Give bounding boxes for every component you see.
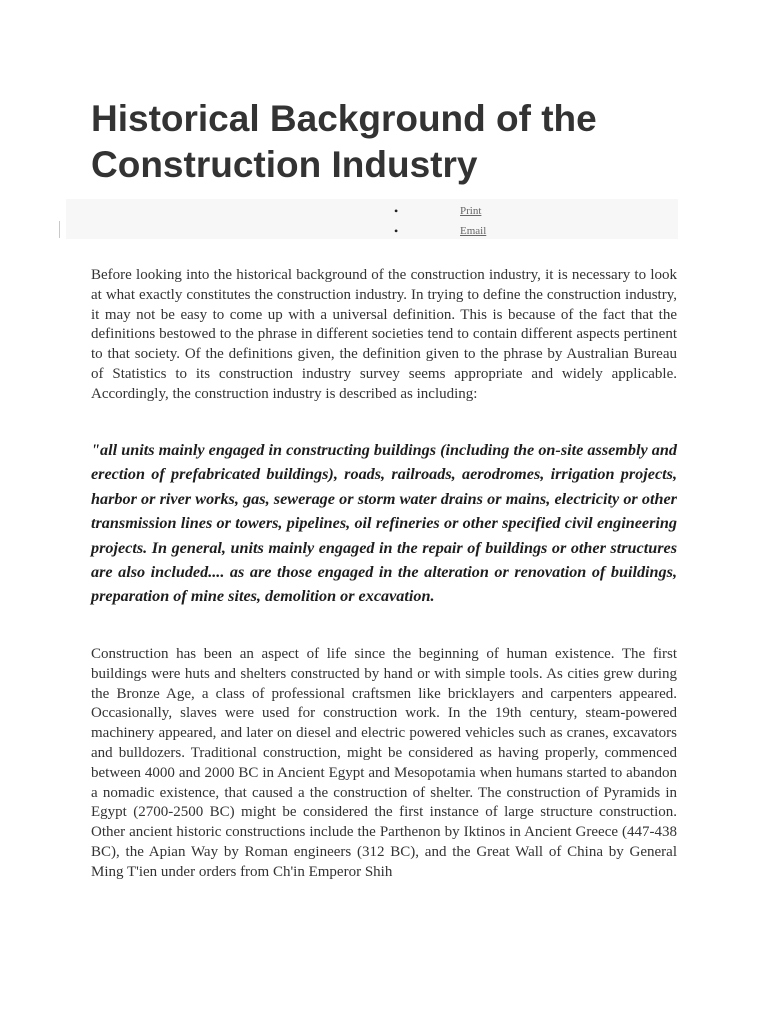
history-paragraph: Construction has been an aspect of life since the beginning of human existence. The first buildings were huts and shelters constructed by hand or with simple tools. As cities grew during the Bronze Age, a class of professional craftsmen like bricklayers and carpenters appeared. Occasionally, slaves were used for construction work. In the 19th century, steam-powered machinery appeared, and later on diesel and electric powered vehicles such as cranes, excavators and bulldozers. Traditional construction, might be considered as having properly, commenced between 4000 and 2000 BC in Ancient Egypt and Mesopotamia when humans started to abandon a nomadic existence, that caused a the construction of shelter. The construction of Pyramids in Egypt (2700-2500 BC) might be considered the first instance of large structure construction. Other ancient historic constructions include the Parthenon by Iktinos in Ancient Greece (447-438 BC), the Apian Way by Roman engineers (312 BC), and the Great Wall of China by General Ming T'ien under orders from Ch'in Emperor Shih [91,646,677,880]
email-link[interactable]: Email [460,225,487,237]
article-title: Historical Background of the Construction Industry [91,98,597,185]
bullet-icon: • [394,204,399,218]
bullet-icon: • [394,224,399,238]
share-toolbar [66,199,678,239]
print-link[interactable]: Print [460,205,482,217]
intro-paragraph: Before looking into the historical background of the construction industry, it is necessary to look at what exactly constitutes the construction industry. In trying to define the construction industry, it may not be easy to come up with a universal definition. This is because of the fact that the definitions bestowed to the phrase in different societies tend to contain different aspects pertinent to that society. Of the definitions given, the definition given to the phrase by Australian Bureau of Statistics to its construction industry survey seems appropriate and widely applicable. Accordingly, the construction industry is described as including: [91,267,677,402]
share-bar-divider [59,221,60,238]
definition-quote: "all units mainly engaged in constructing buildings (including the on-site assembly and erection of prefabricated buildings), roads, railroads, aerodromes, irrigation projects, harbor or river works, gas, sewerage or storm water drains or mains, electricity or other transmission lines or towers, pipelines, oil refineries or other specified civil engineering projects. In general, units mainly engaged in the repair of buildings or other structures are also included.... as are those engaged in the alteration or renovation of buildings, preparation of mine sites, demolition or excavation. [91,441,677,606]
